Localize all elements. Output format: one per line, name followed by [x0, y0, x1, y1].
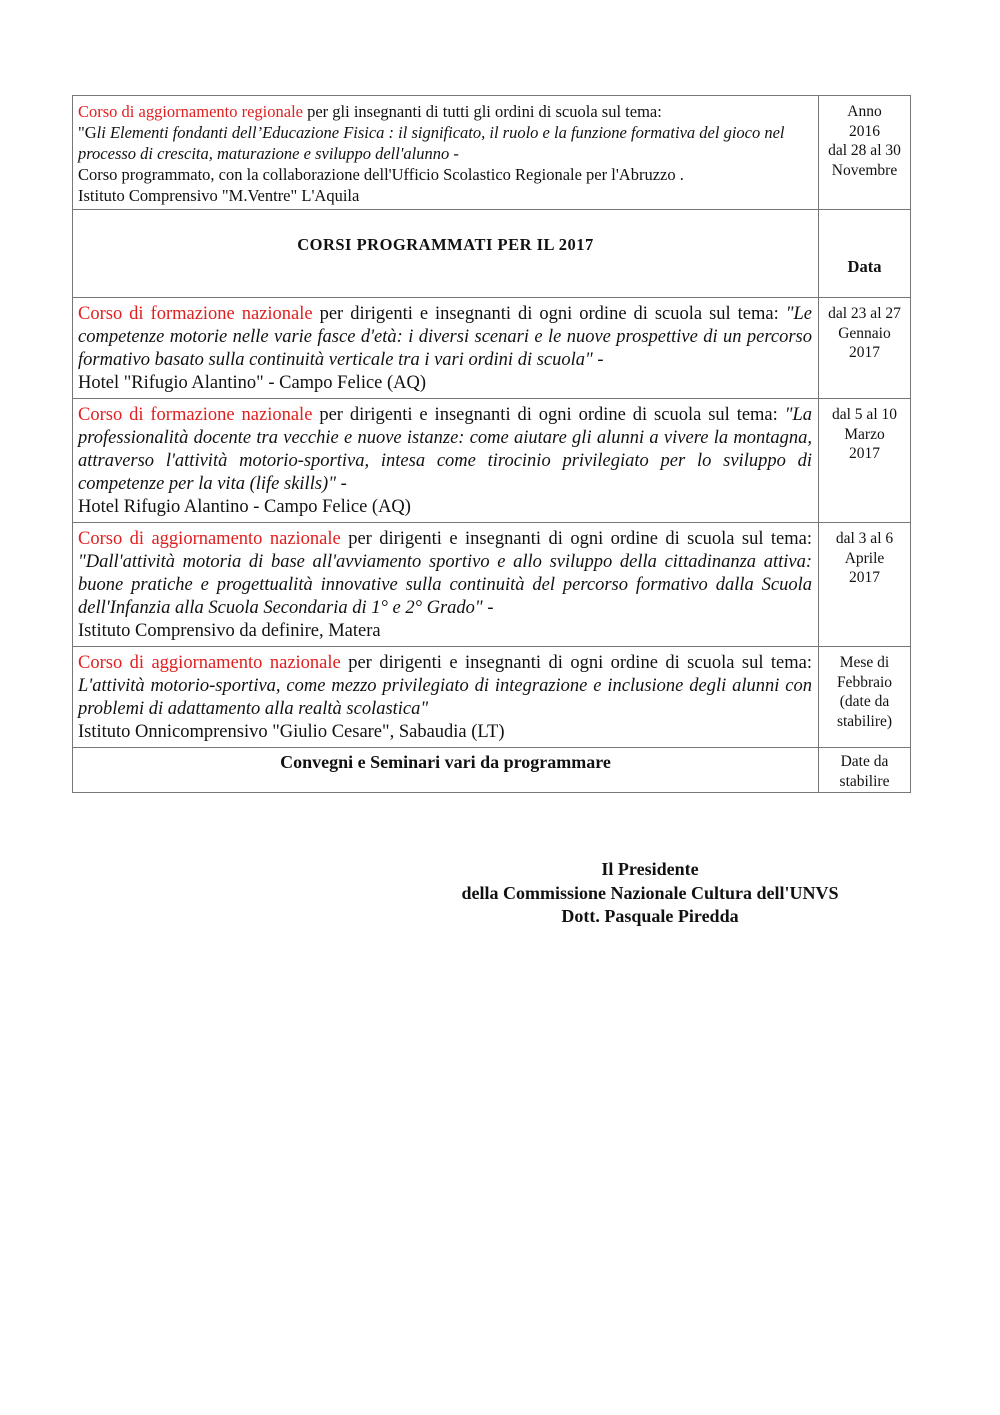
- course-intro: per dirigenti e insegnanti di ogni ordine di scuola sul tema:: [340, 529, 812, 549]
- course-date: [819, 647, 911, 748]
- course-location: Istituto Comprensivo "M.Ventre" L'Aquila: [78, 186, 360, 205]
- table-row: [73, 647, 911, 748]
- course-type: Corso di aggiornamento nazionale: [78, 653, 341, 673]
- date-line: dal 3 al 6: [835, 530, 894, 547]
- course-date: [819, 399, 911, 523]
- date-line: Gennaio: [838, 324, 891, 342]
- date-line: dal 28 al 30: [828, 142, 901, 159]
- course-theme: L'attività motorio-sportiva, come mezzo privilegiato di integrazione e inclusione degli alunni con problemi di adattamento alla realtà scolastica": [78, 676, 812, 719]
- course-theme: "Dall'attività motoria di base all'avviamento sportivo e allo sviluppo della cittadinanza attiva: buone pratiche e progettualità innovative sulla continuità del percorso formativo dalla Scuola dell'Infanzia alla Scuola Secondaria di 1° e 2° Grado" -: [78, 552, 812, 618]
- signature-organization: della Commissione Nazionale Cultura dell'UNVS: [461, 882, 839, 903]
- table-row: [73, 523, 911, 647]
- course-description: [73, 298, 819, 399]
- date-line: stabilire: [839, 772, 890, 790]
- date-line: (date da: [839, 693, 890, 710]
- course-date: [819, 748, 911, 793]
- course-type: Corso di formazione nazionale: [78, 304, 313, 324]
- course-intro: per dirigenti e insegnanti di ogni ordine di scuola sul tema:: [312, 304, 786, 324]
- date-line: Febbraio: [836, 673, 893, 691]
- course-theme-quote: "G: [78, 123, 97, 142]
- section-title-cell: [73, 210, 819, 298]
- date-line: 2017: [849, 445, 880, 462]
- course-date: [819, 298, 911, 399]
- date-header-cell: [819, 210, 911, 298]
- date-line: Marzo: [844, 425, 885, 443]
- signature-role: Il Presidente: [601, 859, 699, 879]
- courses-table: [72, 95, 911, 793]
- table-header-row: [73, 210, 911, 298]
- date-line: 2017: [849, 344, 880, 361]
- course-intro: per gli insegnanti di tutti gli ordini di scuola sul tema:: [302, 102, 662, 121]
- course-description: [73, 523, 819, 647]
- table-row: [73, 399, 911, 523]
- course-note: Corso programmato, con la collaborazione dell'Ufficio Scolastico Regionale per l'Abruzzo .: [78, 165, 684, 184]
- course-intro: per dirigenti e insegnanti di ogni ordine di scuola sul tema:: [340, 653, 812, 673]
- table-row: [73, 298, 911, 399]
- course-date: [819, 96, 911, 210]
- date-line: dal 5 al 10: [832, 406, 897, 423]
- conventions-title: Convegni e Seminari vari da programmare: [280, 752, 611, 772]
- date-line: dal 23 al 27: [828, 305, 901, 322]
- conventions-cell: [73, 748, 819, 793]
- course-type: Corso di formazione nazionale: [78, 405, 313, 425]
- course-description: [73, 647, 819, 748]
- signature-name: Dott. Pasquale Piredda: [561, 906, 739, 926]
- date-line: Aprile: [844, 549, 885, 567]
- date-line: Novembre: [831, 161, 898, 179]
- section-title: CORSI PROGRAMMATI PER IL 2017: [297, 235, 594, 254]
- course-type: Corso di aggiornamento nazionale: [78, 529, 341, 549]
- course-date: [819, 523, 911, 647]
- course-theme: "La professionalità docente tra vecchie e nuove istanze: come aiutare gli alunni a vivere la montagna, attraverso l'attività motorio-sportiva, intesa come tirocinio privilegiato per lo sviluppo di competenze per la vita (life skills)" -: [78, 405, 813, 494]
- course-intro: per dirigenti e insegnanti di ogni ordine di scuola sul tema:: [312, 405, 785, 425]
- course-location: Hotel "Rifugio Alantino" - Campo Felice (AQ): [78, 373, 427, 393]
- course-description: [73, 96, 819, 210]
- date-line: stabilire): [836, 712, 893, 730]
- course-location: Istituto Onnicomprensivo "Giulio Cesare", Sabaudia (LT): [78, 722, 505, 742]
- date-line: Date da: [840, 753, 889, 770]
- course-theme: "Le competenze motorie nelle varie fasce d'età: i diversi scenari e le nuove prospettive di un percorso formativo basato sulla continuità verticale tra i vari ordini di scuola" -: [78, 304, 812, 370]
- date-line: 2016: [849, 122, 880, 140]
- table-row: [73, 748, 911, 793]
- date-line: 2017: [849, 569, 880, 586]
- course-location: Hotel Rifugio Alantino - Campo Felice (AQ): [78, 497, 411, 517]
- course-description: [73, 399, 819, 523]
- table-row: [73, 96, 911, 210]
- course-location: Istituto Comprensivo da definire, Matera: [78, 621, 381, 641]
- course-type: Corso di aggiornamento regionale: [78, 102, 303, 121]
- date-header: Data: [847, 257, 882, 276]
- date-line: Anno: [847, 103, 882, 120]
- date-line: Mese di: [839, 654, 890, 671]
- signature-block: [400, 858, 900, 929]
- course-theme: li Elementi fondanti dell’Educazione Fisica : il significato, il ruolo e la funzione formativa del gioco nel processo di crescita, maturazione e sviluppo dell'alunno -: [78, 123, 785, 163]
